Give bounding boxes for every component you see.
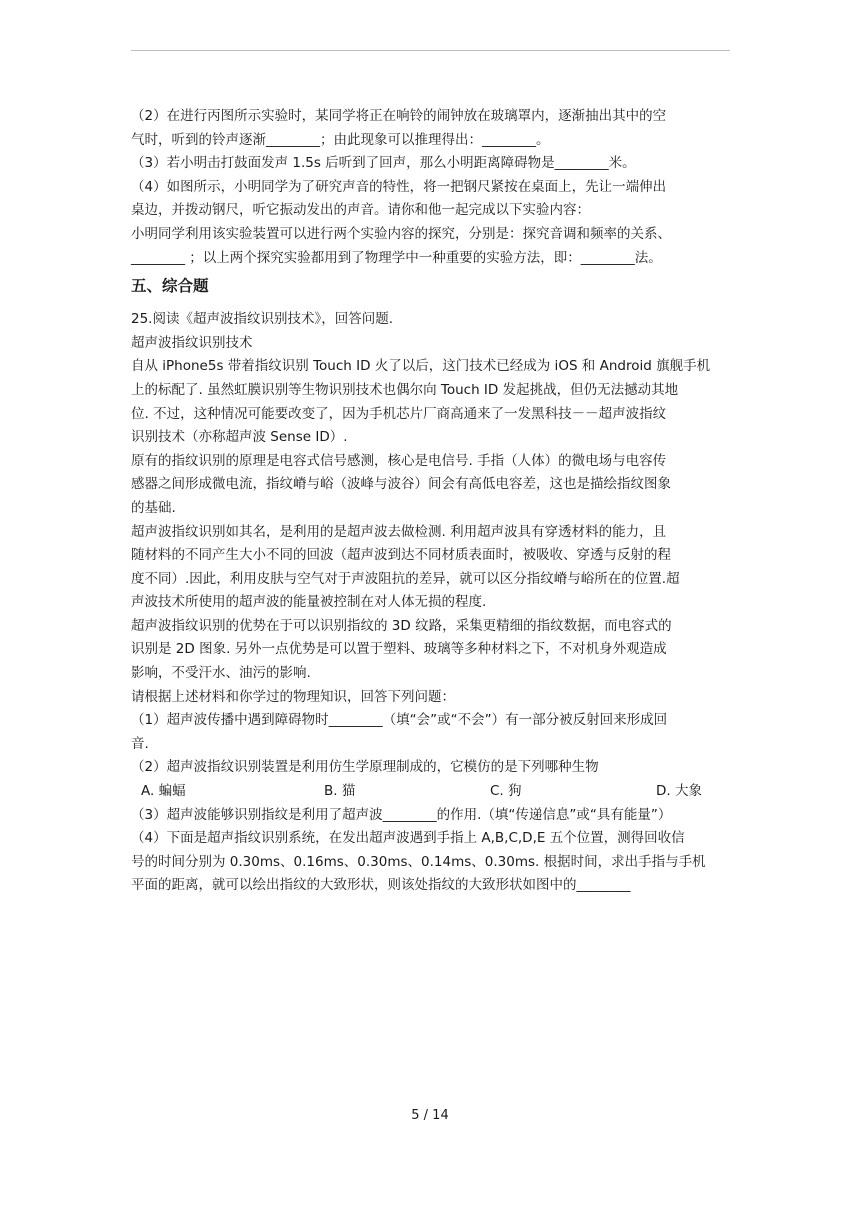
text-line: 超声波指纹识别如其名，是利用的是超声波去做检测. 利用超声波具有穿透材料的能力，且: [131, 523, 667, 540]
text-line: 超声波指纹识别的优势在于可以识别指纹的 3D 纹路，采集更精细的指纹数据，而电容式的: [131, 617, 672, 634]
text-line: 气时，听到的铃声逐渐________；由此现象可以推理得出：________。: [131, 131, 550, 148]
option-d: D. 大象: [656, 783, 702, 800]
text-line: 桌边，并拨动钢尺，听它振动发出的声音。请你和他一起完成以下实验内容：: [131, 202, 590, 219]
text-line: 上的标配了. 虽然虹膜识别等生物识别技术也偶尔向 Touch ID 发起挑战，但仍无法撼动其地: [131, 381, 679, 398]
text-line: 识别技术（亦称超声波 Sense ID）.: [131, 429, 348, 446]
text-line: （3）若小明击打鼓面发声 1.5s 后听到了回声，那么小明距离障碍物是________米。: [131, 155, 636, 172]
text-line: 自从 iPhone5s 带着指纹识别 Touch ID 火了以后，这门技术已经成为 iOS 和 Android 旗舰手机: [131, 358, 711, 375]
text-line: 原有的指纹识别的原理是电容式信号感测，核心是电信号. 手指（人体）的微电场与电容传: [131, 452, 667, 469]
text-line: （4）如图所示，小明同学为了研究声音的特性，将一把钢尺紧按在桌面上，先让一端伸出: [131, 178, 667, 195]
option-a: A. 蝙蝠: [141, 783, 186, 800]
text-line: 感器之间形成微电流，指纹嵴与峪（波峰与波谷）间会有高低电容差，这也是描绘指纹图象: [131, 476, 671, 493]
section-heading: 五、综合题: [131, 277, 209, 296]
text-line: 度不同）.因此，利用皮肤与空气对于声波阻抗的差异，就可以区分指纹嵴与峪所在的位置.超: [131, 570, 680, 587]
answer-options: [131, 780, 731, 804]
text-line: ________ ；以上两个探究实验都用到了物理学中一种重要的实验方法，即：________法。: [131, 249, 662, 266]
text-line: 识别是 2D 图象. 另外一点优势是可以置于塑料、玻璃等多种材料之下，不对机身外观造成: [131, 641, 667, 658]
text-line: （1）超声波传播中遇到障碍物时________（填“会”或“不会”）有一部分被反射回来形成回: [131, 712, 668, 729]
text-line: 小明同学利用该实验装置可以进行两个实验内容的探究，分别是：探究音调和频率的关系、: [131, 225, 671, 242]
text-line: 影响，不受汗水、油污的影响.: [131, 665, 311, 682]
text-line: 请根据上述材料和你学过的物理知识，回答下列问题：: [131, 688, 455, 705]
page-content: [131, 105, 731, 898]
text-line: （4）下面是超声指纹识别系统，在发出超声波遇到手指上 A,B,C,D,E 五个位置，测得回收信: [131, 830, 685, 847]
article-title: 超声波指纹识别技术: [131, 334, 253, 351]
text-line: 随材料的不同产生大小不同的回波（超声波到达不同材质表面时，被吸收、穿透与反射的程: [131, 547, 671, 564]
text-line: 声波技术所使用的超声波的能量被控制在对人体无损的程度.: [131, 594, 487, 611]
header-rule: [131, 50, 730, 51]
text-line: 号的时间分别为 0.30ms、0.16ms、0.30ms、0.14ms、0.30ms. 根据时间，求出手指与手机: [131, 853, 706, 870]
text-line: 位. 不过，这种情况可能要改变了，因为手机芯片厂商高通来了一发黑科技－－超声波指纹: [131, 405, 667, 422]
page-number: 5 / 14: [411, 1108, 449, 1123]
text-line: 音.: [131, 735, 149, 752]
text-line: （2）在进行丙图所示实验时，某同学将正在响铃的闹钟放在玻璃罩内，逐渐抽出其中的空: [131, 108, 667, 124]
option-b: B. 猫: [324, 783, 356, 800]
question-title: 25.阅读《超声波指纹识别技术》，回答问题.: [131, 311, 394, 328]
text-line: 平面的距离，就可以绘出指纹的大致形状，则该处指纹的大致形状如图中的________: [131, 877, 631, 894]
text-line: （2）超声波指纹识别装置是利用仿生学原理制成的，它模仿的是下列哪种生物: [131, 759, 599, 776]
option-c: C. 狗: [490, 783, 522, 800]
text-line: （3）超声波能够识别指纹是利用了超声波________的作用.（填“传递信息”或“具有能量”）: [131, 806, 672, 823]
text-line: 的基础.: [131, 499, 176, 516]
